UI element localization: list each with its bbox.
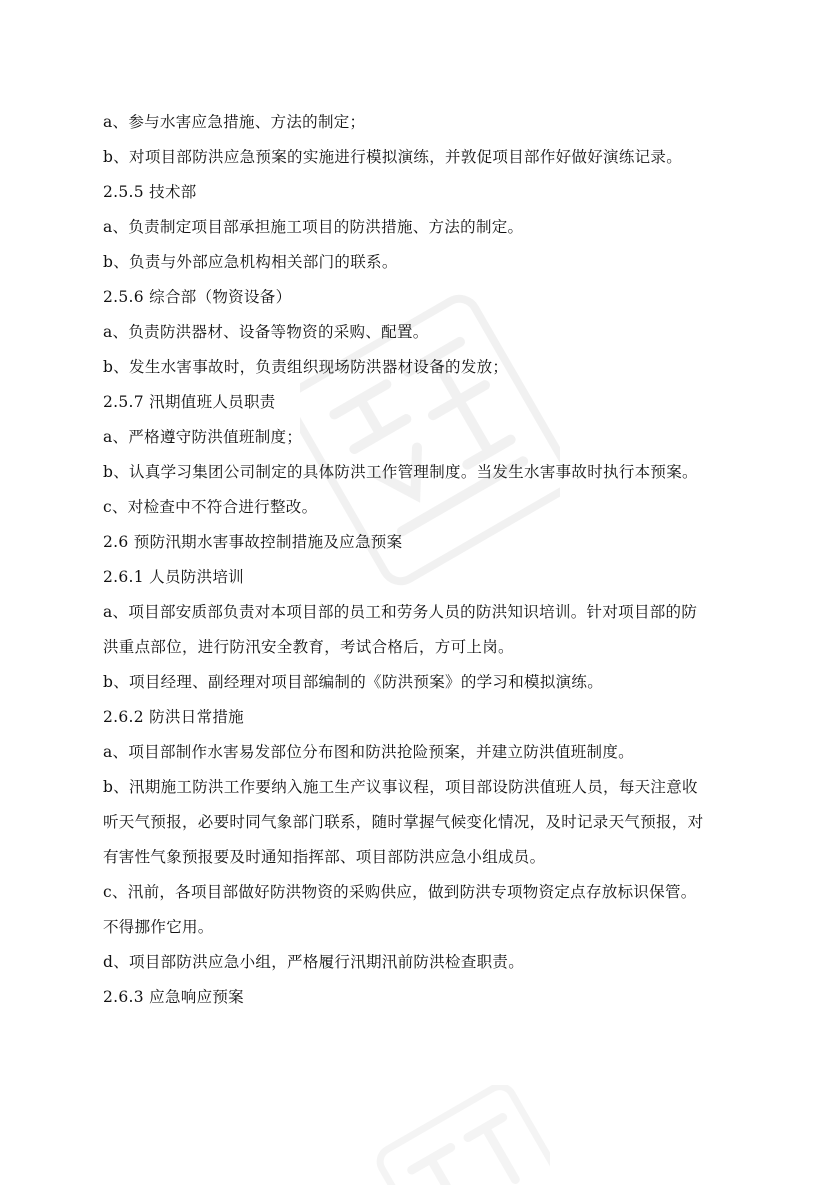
paragraph [103,742,743,762]
text-line: b、汛期施工防洪工作要纳入施工生产议事议程，项目部设防洪值班人员，每天注意收 [103,778,698,796]
paragraph [103,707,743,727]
text-line: b、认真学习集团公司制定的具体防洪工作管理制度。当发生水害事故时执行本预案。 [103,463,698,481]
paragraph [103,497,743,517]
paragraph [103,882,743,937]
text-line: 不得挪作它用。 [103,918,214,936]
text-line: b、对项目部防洪应急预案的实施进行模拟演练，并敦促项目部作好做好演练记录。 [103,148,683,166]
text-line: b、项目经理、副经理对项目部编制的《防洪预案》的学习和模拟演练。 [103,673,604,691]
text-line: a、参与水害应急措施、方法的制定； [103,113,366,131]
paragraph [103,462,743,482]
text-line: a、严格遵守防洪值班制度； [103,428,303,446]
paragraph [103,357,743,377]
text-line: a、项目部制作水害易发部位分布图和防洪抢险预案，并建立防洪值班制度。 [103,743,634,761]
text-line: 2.6.3 应急响应预案 [103,988,244,1006]
text-line: a、负责制定项目部承担施工项目的防洪措施、方法的制定。 [103,218,524,236]
text-line: a、负责防洪器材、设备等物资的采购、配置。 [103,323,429,341]
paragraph [103,602,743,657]
paragraph [103,287,743,307]
text-line: 2.6 预防汛期水害事故控制措施及应急预案 [103,533,403,551]
text-line: 洪重点部位，进行防汛安全教育，考试合格后，方可上岗。 [103,638,514,656]
paragraph [103,672,743,692]
text-line: c、汛前，各项目部做好防洪物资的采购供应，做到防洪专项物资定点存放标识保管。 [103,883,697,901]
text-line: 2.6.2 防洪日常措施 [103,708,244,726]
document-body [103,112,743,1022]
paragraph [103,322,743,342]
paragraph [103,217,743,237]
text-line: 有害性气象预报要及时通知指挥部、项目部防洪应急小组成员。 [103,848,546,866]
text-line: 2.5.5 技术部 [103,183,197,201]
paragraph [103,532,743,552]
paragraph [103,952,743,972]
stamp-watermark-icon-bottom [360,1085,550,1185]
text-line: a、项目部安质部负责对本项目部的员工和劳务人员的防洪知识培训。针对项目部的防 [103,603,698,621]
paragraph [103,147,743,167]
text-line: c、对检查中不符合进行整改。 [103,498,318,516]
text-line: b、发生水害事故时，负责组织现场防洪器材设备的发放； [103,358,509,376]
text-line: b、负责与外部应急机构相关部门的联系。 [103,253,398,271]
paragraph [103,392,743,412]
text-line: 听天气预报，必要时同气象部门联系，随时掌握气候变化情况，及时记录天气预报，对 [103,813,704,831]
paragraph [103,252,743,272]
paragraph [103,182,743,202]
text-line: 2.6.1 人员防洪培训 [103,568,244,586]
text-line: 2.5.7 汛期值班人员职责 [103,393,276,411]
paragraph [103,427,743,447]
paragraph [103,777,743,867]
paragraph [103,112,743,132]
text-line: 2.5.6 综合部（物资设备） [103,288,292,306]
text-line: d、项目部防洪应急小组，严格履行汛期汛前防洪检查职责。 [103,953,525,971]
paragraph [103,987,743,1007]
paragraph [103,567,743,587]
